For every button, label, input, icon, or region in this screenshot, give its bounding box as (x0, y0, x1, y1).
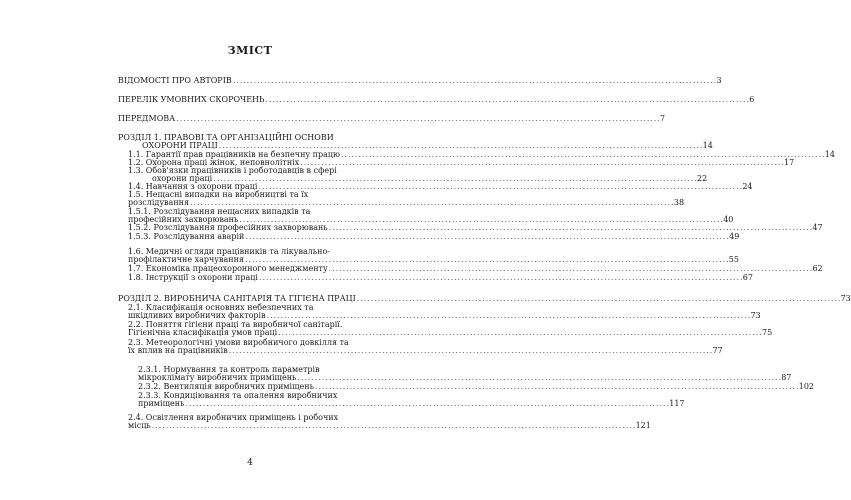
toc-entry[interactable] (128, 198, 685, 207)
toc-entry[interactable] (138, 399, 685, 408)
dot-leader (245, 233, 728, 241)
toc-entry[interactable] (128, 328, 773, 337)
toc-entry-page: 6 (749, 95, 755, 104)
toc-entry[interactable] (128, 255, 739, 264)
toc-entry-title: 1.4. Навчання з охорони праці (128, 182, 258, 191)
dot-leader (357, 295, 840, 303)
toc-entry-page: 7 (660, 114, 666, 123)
toc-entry-page: 77 (712, 346, 723, 355)
toc-entry-title-cont: мікроклімату виробничих приміщень (138, 373, 297, 382)
dot-leader (259, 183, 742, 191)
toc-entry-title-cont: профілактичне харчування (128, 255, 244, 264)
dot-leader (297, 374, 780, 382)
dot-leader (329, 224, 812, 232)
toc-entry[interactable] (118, 95, 755, 104)
toc-entry[interactable] (128, 311, 761, 320)
toc-entry-title: 1.5.3. Розслідування аварій (128, 232, 245, 241)
dot-leader (229, 347, 712, 355)
toc-entry-page: 38 (673, 198, 685, 207)
toc-entry[interactable] (118, 141, 713, 150)
toc-entry-title: 1.8. Інструкції з охорони праці (128, 273, 258, 282)
dot-leader (233, 77, 716, 85)
toc-entry-page: 121 (635, 421, 651, 430)
dot-leader (329, 265, 812, 273)
toc-entry-page: 24 (742, 182, 753, 191)
toc-entry-title-cont: їх вплив на працівників (128, 346, 228, 355)
toc-entry[interactable] (128, 232, 740, 241)
toc-entry-first-line[interactable]: 2.3. Метеорологічні умови виробничого довкілля та (128, 338, 349, 347)
toc-entry-first-line[interactable]: 1.5.1. Розслідування нещасних випадків та (128, 207, 311, 216)
toc-entry-title: 1.2. Охорона праці жінок, неповнолітніх (128, 158, 300, 167)
toc-entry-title: 1.7. Економіка працеохоронного менеджменту (128, 264, 328, 273)
toc-entry-first-line[interactable]: 2.3.3. Кондиціювання та опалення виробничих (138, 391, 338, 400)
toc-entry-page: 67 (742, 273, 753, 282)
toc-entry-first-line[interactable]: 2.3.1. Нормування та контроль параметрів (138, 365, 320, 374)
toc-entry-title: ВІДОМОСТІ ПРО АВТОРІВ (118, 76, 232, 85)
dot-leader (315, 383, 798, 391)
toc-entry-title-cont: професійних захворювань (128, 215, 239, 224)
toc-entry-page: 102 (798, 382, 815, 391)
dot-leader (152, 422, 635, 430)
toc-entry-page: 49 (729, 232, 740, 241)
toc-entry-first-line[interactable]: 1.6. Медичні огляди працівників та лікувально- (128, 247, 330, 256)
toc-entry-page: 73 (750, 311, 761, 320)
toc-entry-page: 47 (812, 223, 823, 232)
toc-entry-page: 73 (840, 294, 851, 303)
toc-entry-page: 22 (697, 174, 708, 183)
toc-entry-title: 1.5.2. Розслідування професійних захворювань (128, 223, 328, 232)
toc-entry-page: 87 (781, 373, 792, 382)
toc-entry[interactable] (118, 294, 851, 303)
toc-entry[interactable] (138, 382, 815, 391)
toc-entry-first-line[interactable]: 2.1. Класифікація основних небезпечних та (128, 303, 314, 312)
toc-entry-first-line[interactable]: 1.3. Обов'язки працівників і роботодавців в сфері (128, 166, 337, 175)
toc-entry[interactable] (128, 264, 823, 273)
toc-entry-page: 117 (669, 399, 685, 408)
toc-entry-title: 1.1. Гарантії прав працівників на безпечну працю (128, 150, 340, 159)
toc-entry-page: 40 (723, 215, 734, 224)
dot-leader (219, 142, 702, 150)
toc-entry-title: 2.3.2. Вентиляція виробничих приміщень (138, 382, 314, 391)
toc-entry[interactable] (118, 76, 722, 85)
toc-entry[interactable] (128, 421, 651, 430)
toc-entry[interactable] (128, 273, 753, 282)
page-title: ЗМІСТ (227, 44, 273, 57)
toc-entry-page: 3 (716, 76, 722, 85)
toc-entry-title: ПЕРЕДМОВА (118, 114, 176, 123)
toc-entry[interactable] (128, 223, 823, 232)
dot-leader (245, 256, 728, 264)
toc-entry-title: РОЗДІЛ 2. ВИРОБНИЧА САНІТАРІЯ ТА ГІГІЄНА ПРАЦІ (118, 294, 356, 303)
toc-entry-title-cont: місць (128, 421, 151, 430)
dot-leader (259, 274, 742, 282)
toc-entry-page: 55 (728, 255, 739, 264)
toc-entry[interactable] (128, 346, 723, 355)
toc-entry-title-cont: Гігієнічна класифікація умов праці (128, 328, 278, 337)
dot-leader (300, 159, 783, 167)
dot-leader (267, 312, 750, 320)
dot-leader (185, 400, 668, 408)
toc-entry-page: 62 (812, 264, 823, 273)
toc-entry-page: 14 (702, 141, 713, 150)
toc-entry-page: 14 (824, 150, 835, 159)
toc-entry-title-cont: розслідування (128, 198, 190, 207)
toc-entry-title-cont: охорони праці (152, 174, 213, 183)
toc-entry[interactable] (118, 114, 666, 123)
toc-entry[interactable] (138, 373, 792, 382)
toc-entry-title-cont: приміщень (138, 399, 185, 408)
dot-leader (278, 329, 761, 337)
toc-entry-page: 17 (784, 158, 795, 167)
toc-entry-first-line[interactable]: РОЗДІЛ 1. ПРАВОВІ ТА ОРГАНІЗАЦІЙНІ ОСНОВИ (118, 133, 334, 142)
toc-entry-title: ПЕРЕЛІК УМОВНИХ СКОРОЧЕНЬ (118, 95, 265, 104)
toc-entry-title-cont: ОХОРОНИ ПРАЦІ (142, 141, 218, 150)
toc-entry-title-cont: шкідливих виробничих факторів (128, 311, 266, 320)
toc-entry-first-line[interactable]: 1.5. Нещасні випадки на виробництві та їх (128, 190, 309, 199)
toc-entry-page: 75 (762, 328, 773, 337)
toc-entry-first-line[interactable]: 2.4. Освітлення виробничих приміщень і робочих (128, 413, 339, 422)
dot-leader (176, 115, 659, 123)
dot-leader (190, 199, 673, 207)
page-number: 4 (247, 458, 253, 468)
dot-leader (265, 96, 748, 104)
toc-entry-first-line[interactable]: 2.2. Поняття гігієни праці та виробничої санітарії. (128, 320, 343, 329)
